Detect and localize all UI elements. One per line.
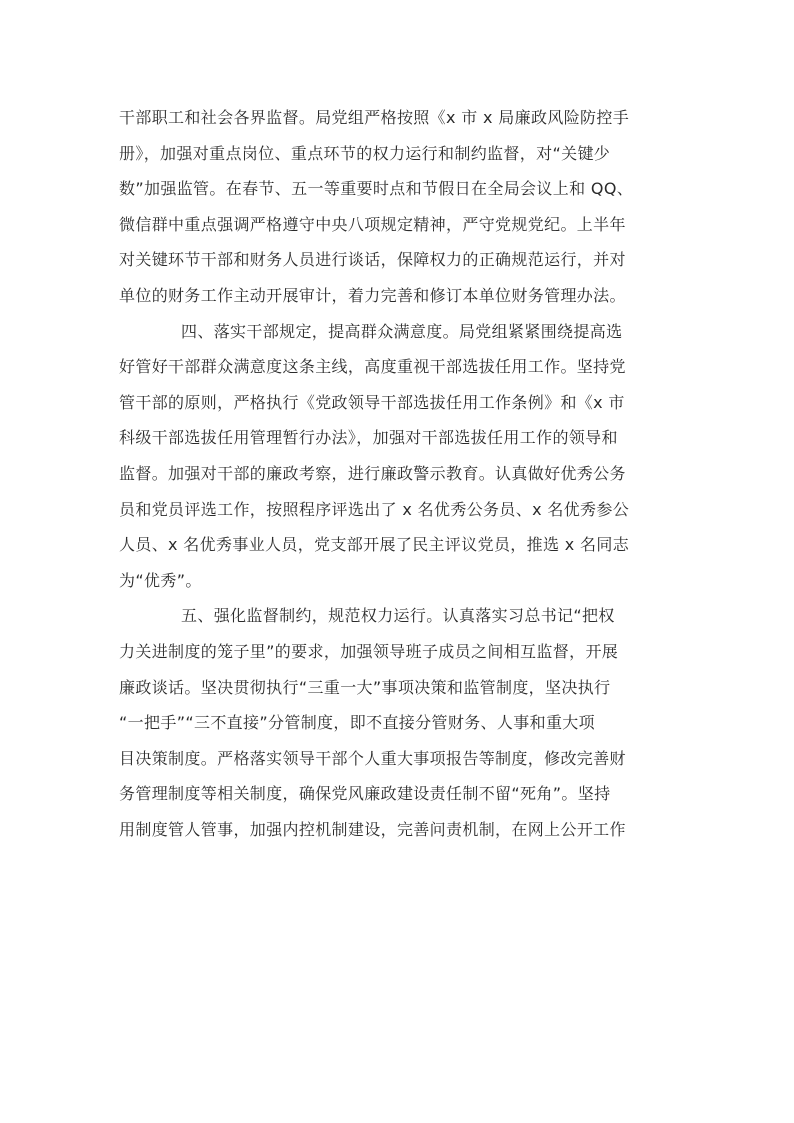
paragraph-line: “一把手”“三不直接”分管制度，即不直接分管财务、人事和重大项 xyxy=(119,713,596,733)
paragraph-line: 目决策制度。严格落实领导干部个人重大事项报告等制度，修改完善财 xyxy=(119,748,626,768)
paragraph-line: 数”加强监管。在春节、五一等重要时点和节假日在全局会议上和 QQ、 xyxy=(119,179,634,199)
section-five-heading-line: 五、强化监督制约，规范权力运行。认真落实习总书记“把权 xyxy=(181,606,615,626)
paragraph-line: 监督。加强对干部的廉政考察，进行廉政警示教育。认真做好优秀公务 xyxy=(119,463,626,483)
paragraph-line: 册》，加强对重点岗位、重点环节的权力运行和制约监督，对“关键少 xyxy=(119,143,611,163)
paragraph-line: 干部职工和社会各界监督。局党组严格按照《x 市 x 局廉政风险防控手 xyxy=(119,108,630,127)
paragraph-line: 单位的财务工作主动开展审计，着力完善和修订本单位财务管理办法。 xyxy=(119,285,626,305)
document-body xyxy=(119,100,679,847)
paragraph-line: 科级干部选拔任用管理暂行办法》，加强对干部选拔任用工作的领导和 xyxy=(119,428,618,448)
paragraph-line: 廉政谈话。坚决贯彻执行“三重一大”事项决策和监管制度，坚决执行 xyxy=(119,677,611,697)
paragraph-line: 微信群中重点强调严格遵守中央八项规定精神，严守党规党纪。上半年 xyxy=(119,214,626,234)
paragraph-line: 对关键环节干部和财务人员进行谈话，保障权力的正确规范运行，并对 xyxy=(119,250,626,270)
paragraph-line: 用制度管人管事，加强内控机制建设，完善问责机制，在网上公开工作 xyxy=(119,819,626,839)
paragraph-line: 好管好干部群众满意度这条主线，高度重视干部选拔任用工作。坚持党 xyxy=(119,357,626,377)
paragraph-line: 为“优秀”。 xyxy=(119,570,202,590)
paragraph-line: 管干部的原则，严格执行《党政领导干部选拔任用工作条例》和《x 市 xyxy=(119,392,625,412)
paragraph-line: 人员、x 名优秀事业人员，党支部开展了民主评议党员，推选 x 名同志 xyxy=(119,535,630,555)
paragraph-line: 力关进制度的笼子里”的要求，加强领导班子成员之间相互监督，开展 xyxy=(119,641,619,661)
paragraph-line: 务管理制度等相关制度，确保党风廉政建设责任制不留“死角”。坚持 xyxy=(119,784,611,804)
section-four-heading-line: 四、落实干部规定，提高群众满意度。局党组紧紧围绕提高选 xyxy=(181,321,623,341)
paragraph-line: 员和党员评选工作，按照程序评选出了 x 名优秀公务员、x 名优秀参公 xyxy=(119,499,630,519)
